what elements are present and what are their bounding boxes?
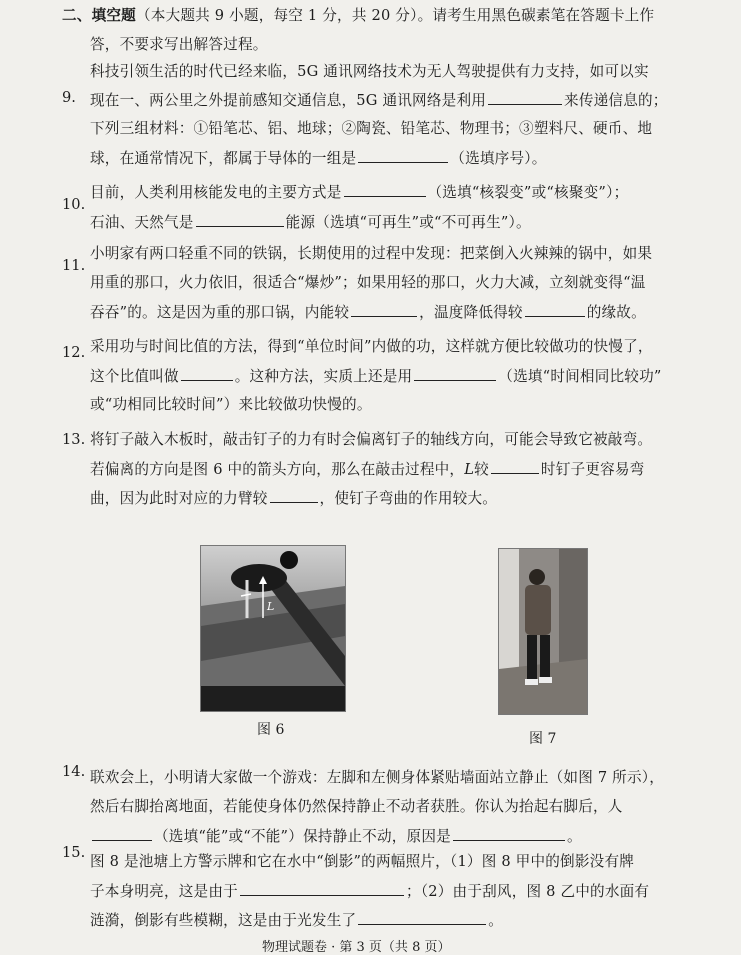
section-note-cont: 答，不要求写出解答过程。 xyxy=(90,36,268,53)
question-9-line2: 现在一、两公里之外提前感知交通信息，5G 通讯网络是利用 来传递信息的； xyxy=(90,92,668,109)
answer-blank[interactable] xyxy=(358,148,448,163)
question-9-line4: 球，在通常情况下，都属于导体的一组是 （选填序号）。 xyxy=(90,150,547,167)
answer-blank[interactable] xyxy=(358,910,486,925)
question-number: 12. xyxy=(62,344,86,361)
question-11-line2: 用重的那口，火力依旧，很适合“爆炒”；如果用轻的那口，火力大减，立刻就变得“温 xyxy=(90,274,646,291)
answer-blank[interactable] xyxy=(240,881,404,896)
question-9-text: 科技引领生活的时代已经来临，5G 通讯网络技术为无人驾驶提供有力支持，如可以实 xyxy=(90,63,649,80)
figure-7-caption: 图 7 xyxy=(529,731,557,747)
question-14-line2: 然后右脚抬离地面，若能使身体仍然保持静止不动者获胜。你认为抬起右脚后，人 xyxy=(90,798,623,815)
question-13-line3: 曲，因为此时对应的力臂较 ，使钉子弯曲的作用较大。 xyxy=(90,490,498,507)
question-number: 9. xyxy=(62,89,76,106)
symbol-l: L xyxy=(464,461,475,478)
section-header xyxy=(62,6,654,26)
fig6-label: L xyxy=(267,600,275,613)
answer-blank[interactable] xyxy=(525,302,585,317)
question-11-line3: 吞吞”的。这是因为重的那口锅，内能较 ，温度降低得较 的缘故。 xyxy=(90,304,646,321)
question-9-line3: 下列三组材料：①铅笔芯、铝、地球；②陶瓷、铅笔芯、物理书；③塑料尺、硬币、地 xyxy=(90,120,653,137)
question-14-line3: （选填“能”或“不能”）保持静止不动，原因是 。 xyxy=(90,826,582,847)
question-14-line1: 联欢会上，小明请大家做一个游戏：左脚和左侧身体紧贴墙面站立静止（如图 7 所示）， xyxy=(90,769,665,786)
question-number: 13. xyxy=(62,431,86,448)
page-footer: 物理试题卷 · 第 3 页（共 8 页） xyxy=(262,940,451,955)
question-13-line1: 将钉子敲入木板时，敲击钉子的力有时会偏离钉子的轴线方向，可能会导致它被敲弯。 xyxy=(90,431,653,448)
question-15-line2: 子本身明亮，这是由于 ；（2）由于刮风，图 8 乙中的水面有 xyxy=(90,883,650,900)
question-number: 11. xyxy=(62,257,86,274)
answer-blank[interactable] xyxy=(196,212,284,227)
answer-blank[interactable] xyxy=(488,90,562,105)
question-15-line3: 涟漪，倒影有些模糊，这是由于光发生了 。 xyxy=(90,912,504,929)
question-13-line2: 若偏离的方向是图 6 中的箭头方向，那么在敲击过程中，L较 时钉子更容易弯 xyxy=(90,461,645,478)
answer-blank[interactable] xyxy=(414,366,496,381)
answer-blank[interactable] xyxy=(491,459,539,474)
answer-blank[interactable] xyxy=(344,182,426,197)
section-title: 二、填空题 xyxy=(62,7,136,24)
question-12-line1: 采用功与时间比值的方法，得到“单位时间”内做的功，这样就方便比较做功的快慢了， xyxy=(90,338,653,355)
figure-6-caption: 图 6 xyxy=(257,722,285,738)
question-11-line1: 小明家有两口轻重不同的铁锅，长期使用的过程中发现：把菜倒入火辣辣的锅中，如果 xyxy=(90,245,653,262)
question-12-line3: 或“功相同比较时间”）来比较做功快慢的。 xyxy=(90,396,372,413)
question-number: 10. xyxy=(62,196,86,213)
answer-blank[interactable] xyxy=(92,826,152,841)
answer-blank[interactable] xyxy=(270,488,318,503)
question-12-line2: 这个比值叫做 。这种方法，实质上还是用 （选填“时间相同比较功” xyxy=(90,368,662,385)
answer-blank[interactable] xyxy=(453,826,565,841)
question-15-line1: 图 8 是池塘上方警示牌和它在水中“倒影”的两幅照片，（1）图 8 甲中的倒影没有牌 xyxy=(90,853,635,870)
figure-6-photo xyxy=(200,545,346,712)
question-number: 14. xyxy=(62,763,86,780)
question-10-line1: 目前，人类利用核能发电的主要方式是 （选填“核裂变”或“核聚变”）； xyxy=(90,184,629,201)
answer-blank[interactable] xyxy=(181,366,233,381)
figure-7-photo xyxy=(498,548,588,715)
section-note: （本大题共 9 小题，每空 1 分，共 20 分）。请考生用黑色碳素笔在答题卡上作 xyxy=(135,7,655,24)
question-10-line2: 石油、天然气是 能源（选填“可再生”或“不可再生”）。 xyxy=(90,214,531,231)
answer-blank[interactable] xyxy=(351,302,417,317)
question-number: 15. xyxy=(62,844,86,861)
